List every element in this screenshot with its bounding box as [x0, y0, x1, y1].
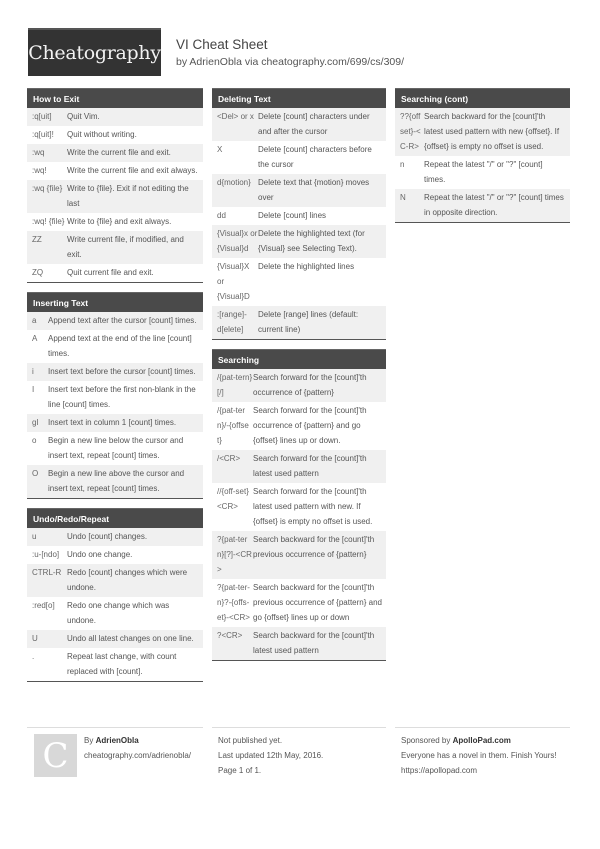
description: Repeat the latest "/" or "?" [count] times in opposite direction. [424, 193, 564, 217]
command: O [32, 469, 39, 478]
table-row [212, 225, 386, 258]
command: :wq! {file} [32, 217, 65, 226]
table-row [27, 597, 203, 630]
description: Search forward for the [count]'th occurrence of {pattern} [253, 373, 367, 397]
command: //{off-set}<CR> [217, 487, 249, 511]
command: CTRL-R [32, 568, 62, 577]
description: Delete [count] characters before the cursor [258, 145, 372, 169]
table-row [212, 306, 386, 339]
table-row [27, 546, 203, 564]
description: Delete the highlighted text (for {Visual} see Selecting Text). [258, 229, 365, 253]
sponsor-line [401, 733, 561, 748]
column-3 [395, 88, 570, 232]
footer-divider [212, 727, 386, 728]
table-row [27, 465, 203, 498]
section-title: Deleting Text [212, 88, 386, 108]
footer-sponsor [401, 733, 561, 778]
section-title: Searching (cont) [395, 88, 570, 108]
table-row [27, 231, 203, 264]
description: Search forward for the [count]'th occurrence of {pattern} and go {offset} lines up or down. [253, 406, 367, 445]
table-row [395, 156, 570, 189]
description: Append text after the cursor [count] times. [48, 316, 197, 325]
command: :wq {file} [32, 184, 63, 193]
command: o [32, 436, 37, 445]
section-how-to-exit [27, 88, 203, 283]
description: Write to {file} and exit always. [67, 217, 172, 226]
table-row [27, 414, 203, 432]
command: :q[uit]! [32, 130, 54, 139]
command: i [32, 367, 34, 376]
description: Undo [count] changes. [67, 532, 148, 541]
author-prefix: By [84, 736, 94, 745]
table-row [27, 126, 203, 144]
section-title: How to Exit [27, 88, 203, 108]
description: Search forward for the [count]'th latest used pattern with new. If {offset} is empty no offset is used. [253, 487, 373, 526]
section-deleting-text [212, 88, 386, 340]
table-row [212, 369, 386, 402]
section-searching [212, 349, 386, 661]
command: :wq! [32, 166, 47, 175]
description: Search backward for the [count]'th latest used pattern [253, 631, 375, 655]
publish-status: Not published yet. [218, 736, 283, 745]
description: Search backward for the [count]'th latest used pattern with new {offset}. If {offset} is empty no offset is used. [424, 112, 560, 151]
command: {Visual}X or {Visual}D [217, 262, 250, 301]
description: Delete text that {motion} moves over [258, 178, 370, 202]
table-row [27, 108, 203, 126]
command: ?{pat-ter-n}?-{offs-et}-<CR> [217, 583, 250, 622]
description: Repeat the latest "/" or "?" [count] times. [424, 160, 543, 184]
description: Search forward for the [count]'th latest used pattern [253, 454, 367, 478]
table-row [212, 402, 386, 450]
command: A [32, 334, 38, 343]
table-row [27, 180, 203, 213]
description: Delete [count] lines [258, 211, 327, 220]
command: /{pat-tern}/-{offset} [217, 406, 249, 445]
table-row [27, 264, 203, 282]
sponsor-link[interactable]: ApolloPad.com [452, 736, 511, 745]
section-rows [27, 528, 203, 681]
description: Undo all latest changes on one line. [67, 634, 194, 643]
description: Append text at the end of the line [count] times. [48, 334, 192, 358]
section-rows [395, 108, 570, 222]
description: Begin a new line below the cursor and insert text, repeat [count] times. [48, 436, 184, 460]
table-row [27, 162, 203, 180]
description: Write the current file and exit. [67, 148, 171, 157]
description: Write to {file}. Exit if not editing the last [67, 184, 189, 208]
title-block [176, 37, 404, 69]
description: Quit current file and exit. [67, 268, 154, 277]
author-link[interactable]: AdrienObla [95, 736, 139, 745]
command: {Visual}x or {Visual}d [217, 229, 258, 253]
cheatography-logo[interactable]: Cheatography [28, 28, 161, 76]
section-title: Searching [212, 349, 386, 369]
table-row [212, 258, 386, 306]
command: I [32, 385, 35, 394]
column-2 [212, 88, 386, 670]
page-title: VI Cheat Sheet [176, 37, 268, 52]
command: N [400, 193, 406, 202]
table-row [212, 450, 386, 483]
command: . [32, 652, 35, 661]
command: :wq [32, 148, 45, 157]
section-title: Undo/Redo/Repeat [27, 508, 203, 528]
description: Insert text before the cursor [count] times. [48, 367, 196, 376]
table-row [212, 579, 386, 627]
page-subtitle[interactable]: by AdrienObla via cheatography.com/699/cs/309/ [176, 56, 405, 68]
table-row [212, 531, 386, 579]
table-row [212, 141, 386, 174]
footer-author [84, 733, 191, 763]
command: gI [32, 418, 39, 427]
command: U [32, 634, 38, 643]
description: Quit without writing. [67, 130, 137, 139]
description: Delete the highlighted lines [258, 262, 355, 271]
section-undo-redo-repeat [27, 508, 203, 682]
table-row [27, 312, 203, 330]
footer-status [218, 733, 323, 778]
section-searching-cont [395, 88, 570, 223]
command: /<CR> [217, 454, 241, 463]
description: Repeat last change, with count replaced with [count]. [67, 652, 177, 676]
command: u [32, 532, 37, 541]
footer-divider [395, 727, 570, 728]
table-row [27, 381, 203, 414]
table-row [27, 144, 203, 162]
description: Search backward for the [count]'th previous occurrence of {pattern} and go {offset} lines up or down [253, 583, 382, 622]
description: Write current file, if modified, and exit. [67, 235, 184, 259]
section-rows [212, 369, 386, 660]
table-row [27, 528, 203, 546]
table-row [212, 174, 386, 207]
section-rows [27, 312, 203, 498]
section-title: Inserting Text [27, 292, 203, 312]
description: Undo one change. [67, 550, 133, 559]
author-url[interactable]: cheatography.com/adrienobla/ [84, 751, 192, 760]
table-row [27, 630, 203, 648]
command: ZQ [32, 268, 44, 277]
description: Delete [range] lines (default: current line) [258, 310, 359, 334]
column-1 [27, 88, 203, 691]
command: d{motion} [217, 178, 251, 187]
description: Insert text before the first non-blank in the line [count] times. [48, 385, 196, 409]
description: Begin a new line above the cursor and insert text, repeat [count] times. [48, 469, 185, 493]
table-row [27, 213, 203, 231]
table-row [27, 363, 203, 381]
table-row [27, 330, 203, 363]
table-row [212, 207, 386, 225]
table-row [212, 108, 386, 141]
sponsor-url[interactable]: https://apollopad.com [401, 766, 478, 775]
command: /{pat-tern}[/] [217, 373, 253, 397]
table-row [27, 648, 203, 681]
command: ZZ [32, 235, 42, 244]
sponsor-tagline: Everyone has a novel in them. Finish Yours! [401, 751, 557, 760]
table-row [395, 189, 570, 222]
section-rows [27, 108, 203, 282]
table-row [212, 483, 386, 531]
command: ?<CR> [217, 631, 243, 640]
description: Quit Vim. [67, 112, 100, 121]
description: Insert text in column 1 [count] times. [48, 418, 177, 427]
author-avatar[interactable]: C [34, 734, 77, 777]
section-inserting-text [27, 292, 203, 499]
table-row [27, 432, 203, 465]
command: :[range]-d[elete] [217, 310, 247, 334]
command: ??{off set}-<C-R> [400, 112, 421, 151]
description: Search backward for the [count]'th previous occurrence of {pattern} [253, 535, 375, 559]
command: <Del> or x [217, 112, 254, 121]
description: Redo [count] changes which were undone. [67, 568, 188, 592]
command: dd [217, 211, 226, 220]
command: :q[uit] [32, 112, 52, 121]
description: Redo one change which was undone. [67, 601, 170, 625]
table-row [395, 108, 570, 156]
page-number: Page 1 of 1. [218, 766, 262, 775]
last-updated: Last updated 12th May, 2016. [218, 751, 324, 760]
command: a [32, 316, 37, 325]
section-rows [212, 108, 386, 339]
command: X [217, 145, 223, 154]
command: n [400, 160, 405, 169]
description: Delete [count] characters under and after the cursor [258, 112, 370, 136]
table-row [27, 564, 203, 597]
footer-divider [27, 727, 203, 728]
command: :u-[ndo] [32, 550, 60, 559]
command: ?{pat-tern}[?]-<CR> [217, 535, 252, 574]
table-row [212, 627, 386, 660]
sponsor-prefix: Sponsored by [401, 736, 451, 745]
author-line [84, 733, 191, 748]
command: :red[o] [32, 601, 55, 610]
description: Write the current file and exit always. [67, 166, 198, 175]
